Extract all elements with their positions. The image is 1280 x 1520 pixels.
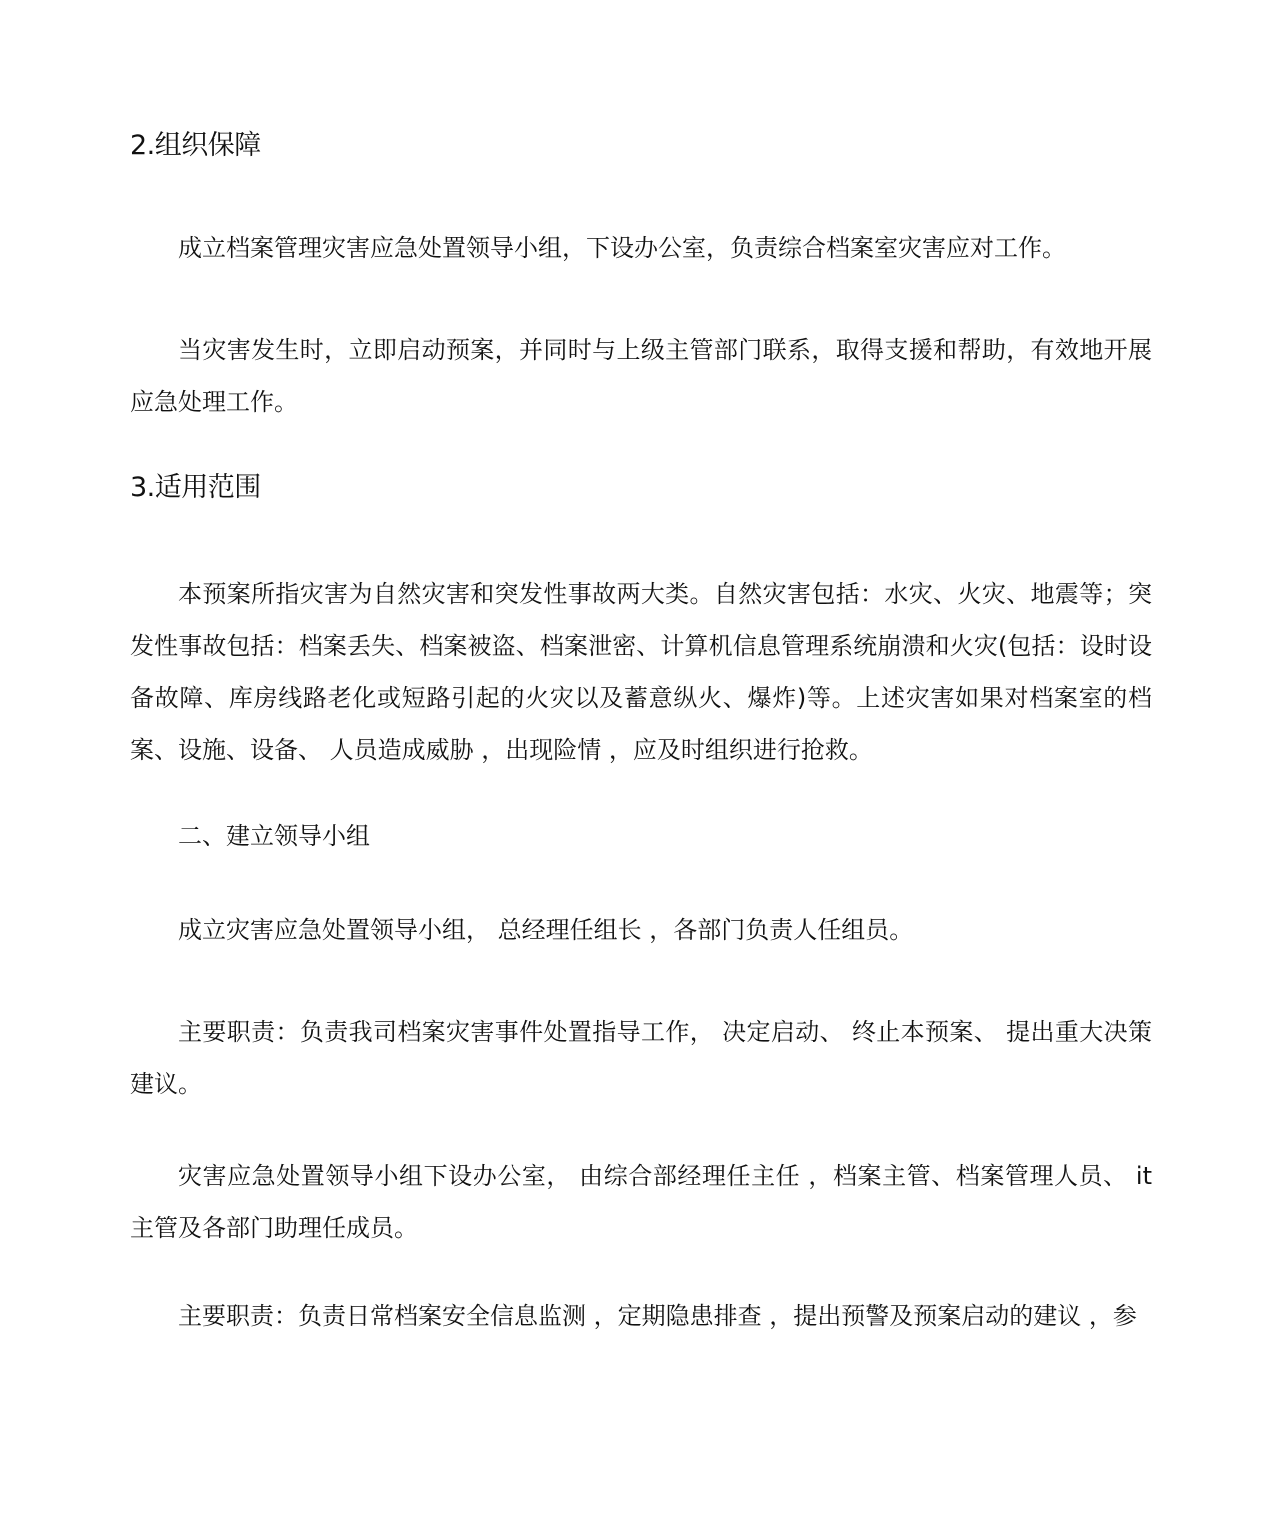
paragraph-leadership-group: 成立档案管理灾害应急处置领导小组，下设办公室，负责综合档案室灾害应对工作。 [178, 234, 1066, 262]
paragraph-disaster-types: 本预案所指灾害为自然灾害和突发性事故两大类。自然灾害包括：水灾、火灾、地震等；突发性事故包括：档案丢失、档案被盗、档案泄密、计算机信息管理系统崩溃和火灾(包括：设时设备故障、库房线路老化或短路引起的火灾以及蓄意纵火、爆炸)等。上述灾害如果对档案室的档案、设施、设备、 人员造成威胁 ，出现险情 ，应及时组织进行抢救。 [130, 580, 1152, 764]
paragraph-office-duties: 主要职责：负责日常档案安全信息监测 ，定期隐患排查 ，提出预警及预案启动的建议 ，参 [178, 1302, 1137, 1330]
section-heading-scope: 3.适用范围 [130, 472, 261, 503]
paragraph-group-members: 成立灾害应急处置领导小组， 总经理任组长 ，各部门负责人任组员。 [178, 916, 914, 944]
section-heading-organization: 2.组织保障 [130, 130, 261, 161]
section-heading-leadership: 二、建立领导小组 [178, 822, 370, 850]
paragraph-office-members: 灾害应急处置领导小组下设办公室， 由综合部经理任主任 ，档案主管、档案管理人员、 it主管及各部门助理任成员。 [130, 1162, 1152, 1242]
paragraph-main-duties: 主要职责：负责我司档案灾害事件处置指导工作， 决定启动、 终止本预案、 提出重大决策建议。 [130, 1018, 1152, 1098]
paragraph-disaster-response: 当灾害发生时，立即启动预案，并同时与上级主管部门联系，取得支援和帮助，有效地开展应急处理工作。 [130, 336, 1152, 416]
